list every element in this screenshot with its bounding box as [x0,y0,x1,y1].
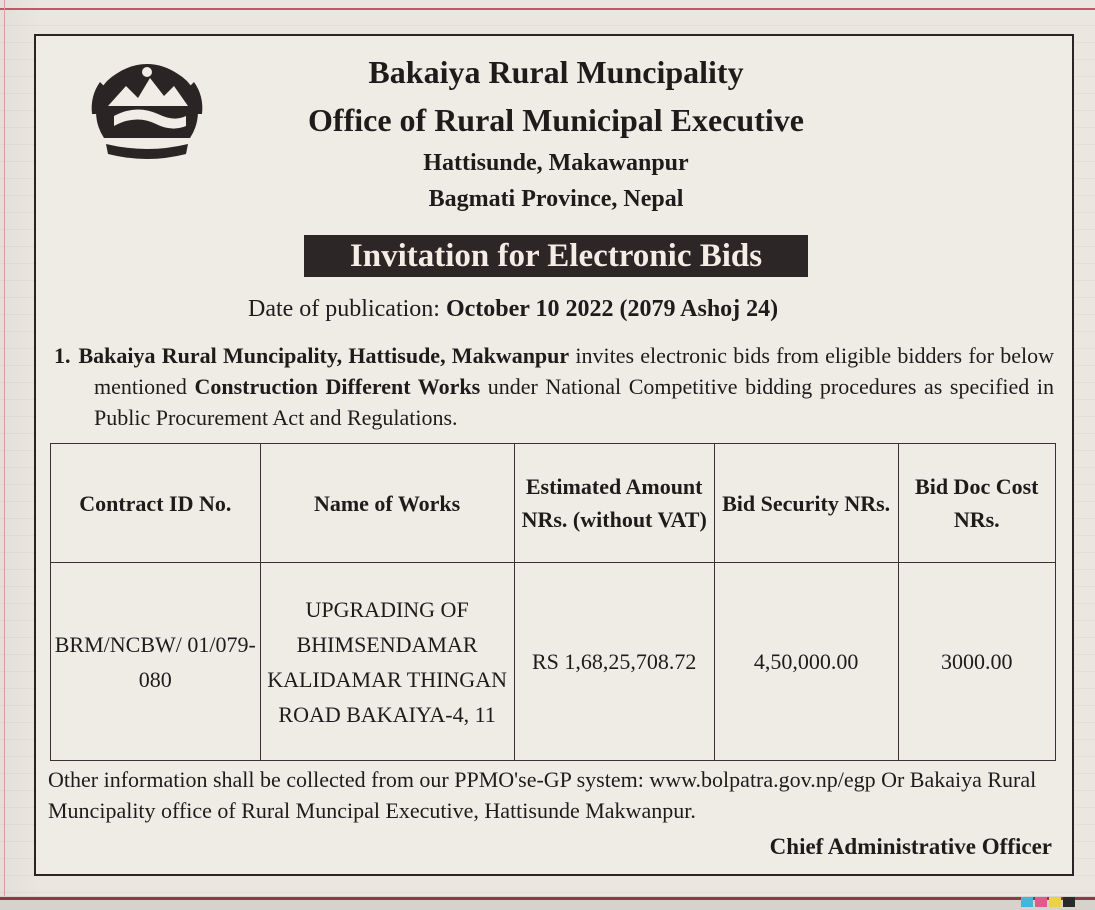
office-title: Office of Rural Municipal Executive [308,102,804,138]
other-information: Other information shall be collected from our PPMO'se-GP system: www.bolpatra.gov.np/egp Or Bakaiya Rural Muncipality office of Rural Muncipal Executive, Hattisunde Makwanpur. [48,767,1037,823]
cell-contract-id: BRM/NCBW/ 01/079-080 [51,563,261,761]
header-contract-id: Contract ID No. [51,444,261,563]
paragraph-number: 1. [54,343,71,368]
left-margin-rule [4,0,5,910]
cell-bid-security: 4,50,000.00 [714,563,898,761]
paragraph-text-1: invites electronic bids from eligible bidders for below mentioned [94,343,1054,399]
cell-bid-doc-cost: 3000.00 [898,563,1055,761]
bottom-stripe [0,897,1095,900]
bottom-band [0,896,1095,910]
nepal-emblem-icon [86,56,208,166]
print-color-marks [1021,897,1075,907]
paragraph-text-2: under National Competitive bidding procedures as specified in Public Procurement Act and Regulations. [94,374,1054,430]
cell-estimated-amount: RS 1,68,25,708.72 [514,563,714,761]
table-header-row [51,444,1056,563]
works-table [50,443,1056,761]
header-name-of-works: Name of Works [260,444,514,563]
province: Bagmati Province, Nepal [428,186,684,212]
table-row [51,563,1056,761]
signatory-title: Chief Administrative Officer [769,834,1052,859]
location: Hattisunde, Makawanpur [423,150,689,176]
top-rule [0,8,1095,10]
title-banner: Invitation for Electronic Bids [304,235,808,277]
publication-date-line [248,296,778,323]
publication-label: Date of publication: [248,296,446,322]
header-estimated-amount: Estimated Amount NRs. (without VAT) [514,444,714,563]
paragraph-works-type: Construction Different Works [194,374,481,399]
header-bid-security: Bid Security NRs. [714,444,898,563]
invitation-paragraph [54,340,1054,433]
tender-notice [34,34,1074,876]
publication-date: October 10 2022 (2079 Ashoj 24) [445,296,779,322]
org-name: Bakaiya Rural Muncipality [368,54,744,90]
cell-name-of-works: UPGRADING OF BHIMSENDAMAR KALIDAMAR THINGAN ROAD BAKAIYA-4, 11 [260,563,514,761]
header-bid-doc-cost: Bid Doc Cost NRs. [898,444,1055,563]
paragraph-issuer: Bakaiya Rural Muncipality, Hattisude, Makwanpur [78,343,570,368]
